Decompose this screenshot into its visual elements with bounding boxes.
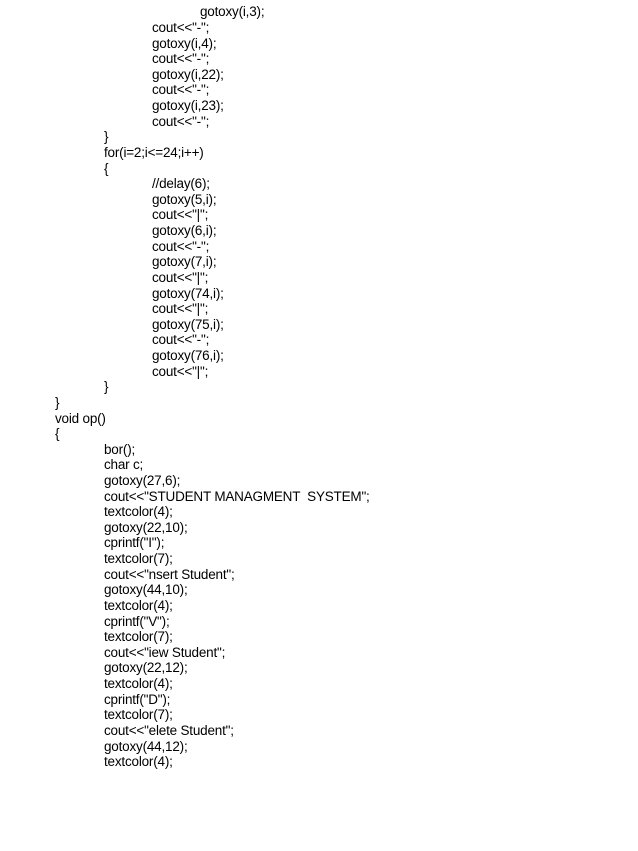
code-line: gotoxy(i,4);: [152, 36, 217, 51]
code-line: gotoxy(22,12);: [104, 660, 188, 675]
code-line: cout<<"-";: [152, 332, 210, 347]
code-line: textcolor(4);: [104, 504, 173, 519]
code-line: gotoxy(i,3);: [200, 4, 265, 19]
code-line: cout<<"-";: [152, 239, 210, 254]
code-line: cout<<"|";: [152, 301, 209, 316]
code-line: cout<<"|";: [152, 364, 209, 379]
code-line: gotoxy(75,i);: [152, 317, 224, 332]
code-line: cout<<"-";: [152, 82, 210, 97]
code-line: char c;: [104, 457, 144, 472]
code-line: gotoxy(74,i);: [152, 286, 224, 301]
code-line: textcolor(7);: [104, 551, 173, 566]
code-line: //delay(6);: [152, 176, 210, 191]
code-line: cprintf("V");: [104, 614, 170, 629]
code-line: cout<<"elete Student";: [104, 723, 234, 738]
code-line: textcolor(4);: [104, 598, 173, 613]
code-line: bor();: [104, 442, 136, 457]
code-line: gotoxy(5,i);: [152, 192, 217, 207]
code-line: for(i=2;i<=24;i++): [104, 145, 204, 160]
code-line: textcolor(4);: [104, 754, 173, 769]
code-line: gotoxy(44,10);: [104, 582, 188, 597]
code-line: gotoxy(27,6);: [104, 473, 181, 488]
code-line: void op(): [55, 411, 106, 426]
code-line: {: [55, 426, 60, 441]
code-line: cout<<"|";: [152, 207, 209, 222]
code-line: }: [104, 129, 109, 144]
code-line: gotoxy(7,i);: [152, 254, 217, 269]
code-line: cout<<"-";: [152, 20, 210, 35]
code-line: cprintf("D");: [104, 692, 171, 707]
code-line: cprintf("I");: [104, 535, 165, 550]
code-line: textcolor(7);: [104, 629, 173, 644]
code-line: {: [104, 161, 109, 176]
code-line: gotoxy(6,i);: [152, 223, 217, 238]
code-line: gotoxy(44,12);: [104, 739, 188, 754]
code-line: gotoxy(22,10);: [104, 520, 188, 535]
code-line: cout<<"iew Student";: [104, 645, 226, 660]
code-line: }: [55, 395, 60, 410]
code-line: gotoxy(i,23);: [152, 98, 224, 113]
code-line: cout<<"STUDENT MANAGMENT SYSTEM";: [104, 489, 370, 504]
code-line: cout<<"|";: [152, 270, 209, 285]
code-line: cout<<"nsert Student";: [104, 567, 235, 582]
code-line: textcolor(7);: [104, 707, 173, 722]
code-line: cout<<"-";: [152, 51, 210, 66]
code-line: cout<<"-";: [152, 114, 210, 129]
code-line: textcolor(4);: [104, 676, 173, 691]
code-line: gotoxy(76,i);: [152, 348, 224, 363]
code-line: gotoxy(i,22);: [152, 67, 224, 82]
code-line: }: [104, 379, 109, 394]
